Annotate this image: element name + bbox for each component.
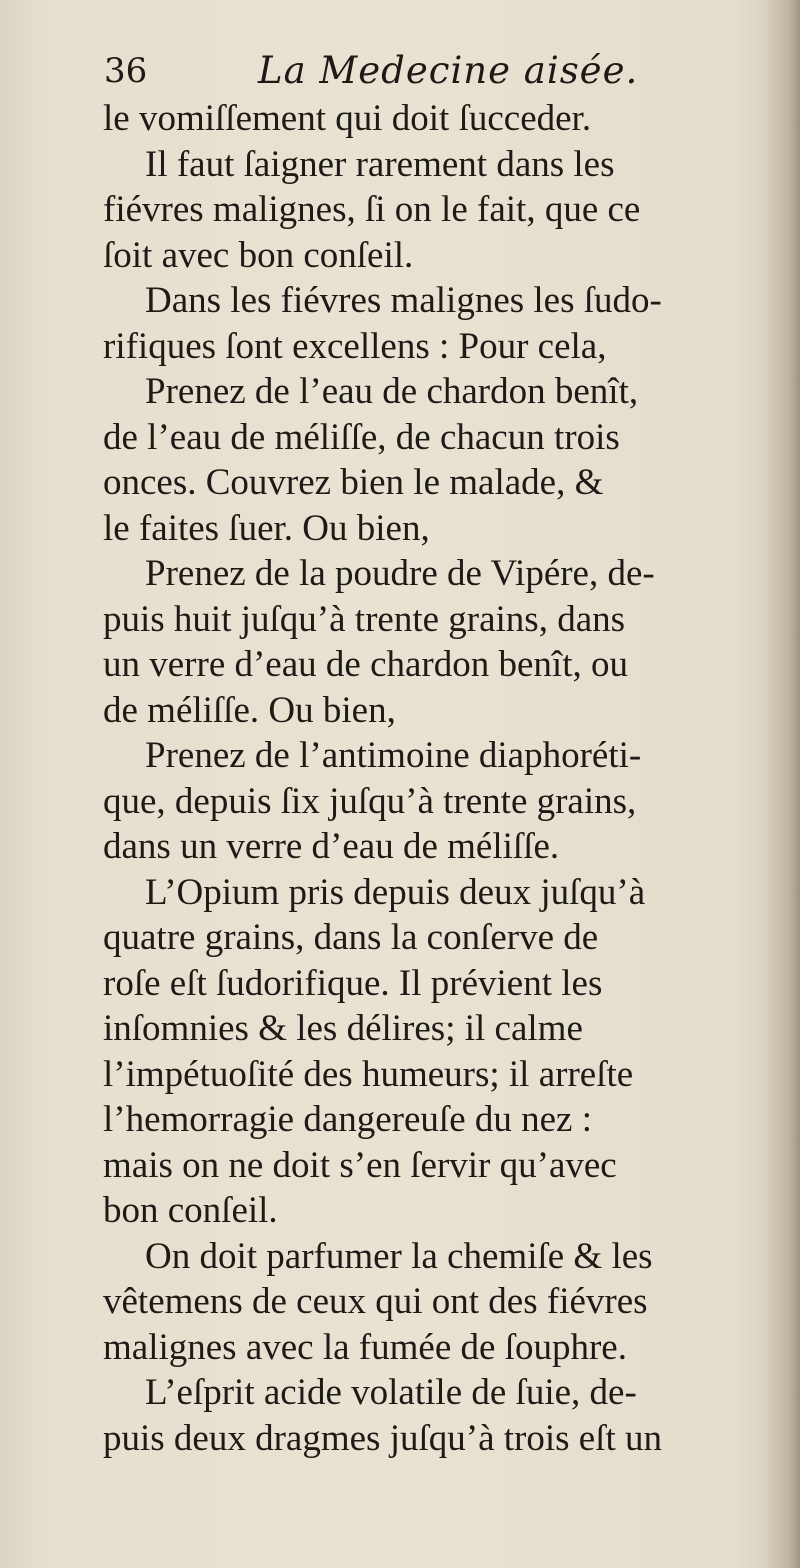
- text-line: fiévres malignes, ſi on le fait, que ce: [103, 189, 641, 230]
- text-line: un verre d’eau de chardon benît, ou: [103, 644, 628, 685]
- text-line: ſoit avec bon conſeil.: [103, 234, 414, 276]
- text-line: le vomiſſement qui doit ſucceder.: [103, 98, 592, 139]
- page-gutter-shadow: [764, 0, 800, 1568]
- text-line: l’impétuoſité des humeurs; il arreſte: [103, 1053, 634, 1095]
- text-line: rifiques ſont excellens : Pour cela,: [103, 325, 607, 367]
- text-line: de l’eau de méliſſe, de chacun trois: [103, 416, 620, 458]
- text-line: le faites ſuer. Ou bien,: [103, 507, 430, 549]
- text-line: l’hemorragie dangereuſe du nez :: [103, 1099, 592, 1140]
- text-line: On doit parfumer la chemiſe & les: [145, 1235, 653, 1277]
- body-text: [103, 96, 749, 1461]
- text-line: Dans les fiévres malignes les ſudo-: [145, 280, 662, 321]
- text-line: quatre grains, dans la conſerve de: [103, 917, 599, 958]
- text-line: que, depuis ſix juſqu’à trente grains,: [103, 780, 637, 822]
- running-title: La Medecine aisée.: [258, 49, 639, 92]
- text-line: L’Opium pris depuis deux juſqu’à: [145, 871, 646, 913]
- text-line: onces. Couvrez bien le malade, &: [103, 462, 604, 503]
- page-header: [104, 46, 744, 96]
- text-line: malignes avec la fumée de ſouphre.: [103, 1326, 627, 1368]
- text-line: puis huit juſqu’à trente grains, dans: [103, 598, 626, 640]
- text-line: Prenez de l’eau de chardon benît,: [145, 371, 639, 412]
- text-line: bon conſeil.: [103, 1190, 278, 1231]
- text-line: de méliſſe. Ou bien,: [103, 689, 396, 731]
- text-line: puis deux dragmes juſqu’à trois eſt un: [103, 1417, 663, 1459]
- text-line: dans un verre d’eau de méliſſe.: [103, 826, 560, 867]
- text-line: vêtemens de ceux qui ont des fiévres: [103, 1281, 648, 1322]
- text-line: roſe eſt ſudorifique. Il prévient les: [103, 962, 603, 1004]
- text-line: Il faut ſaigner rarement dans les: [145, 143, 615, 185]
- text-line: Prenez de la poudre de Vipére, de-: [145, 553, 655, 594]
- text-line: L’eſprit acide volatile de ſuie, de-: [145, 1372, 637, 1413]
- page-number: 36: [104, 51, 148, 91]
- text-line: Prenez de l’antimoine diaphoréti-: [145, 735, 642, 776]
- text-line: mais on ne doit s’en ſervir qu’avec: [103, 1144, 617, 1186]
- text-line: inſomnies & les délires; il calme: [103, 1008, 583, 1049]
